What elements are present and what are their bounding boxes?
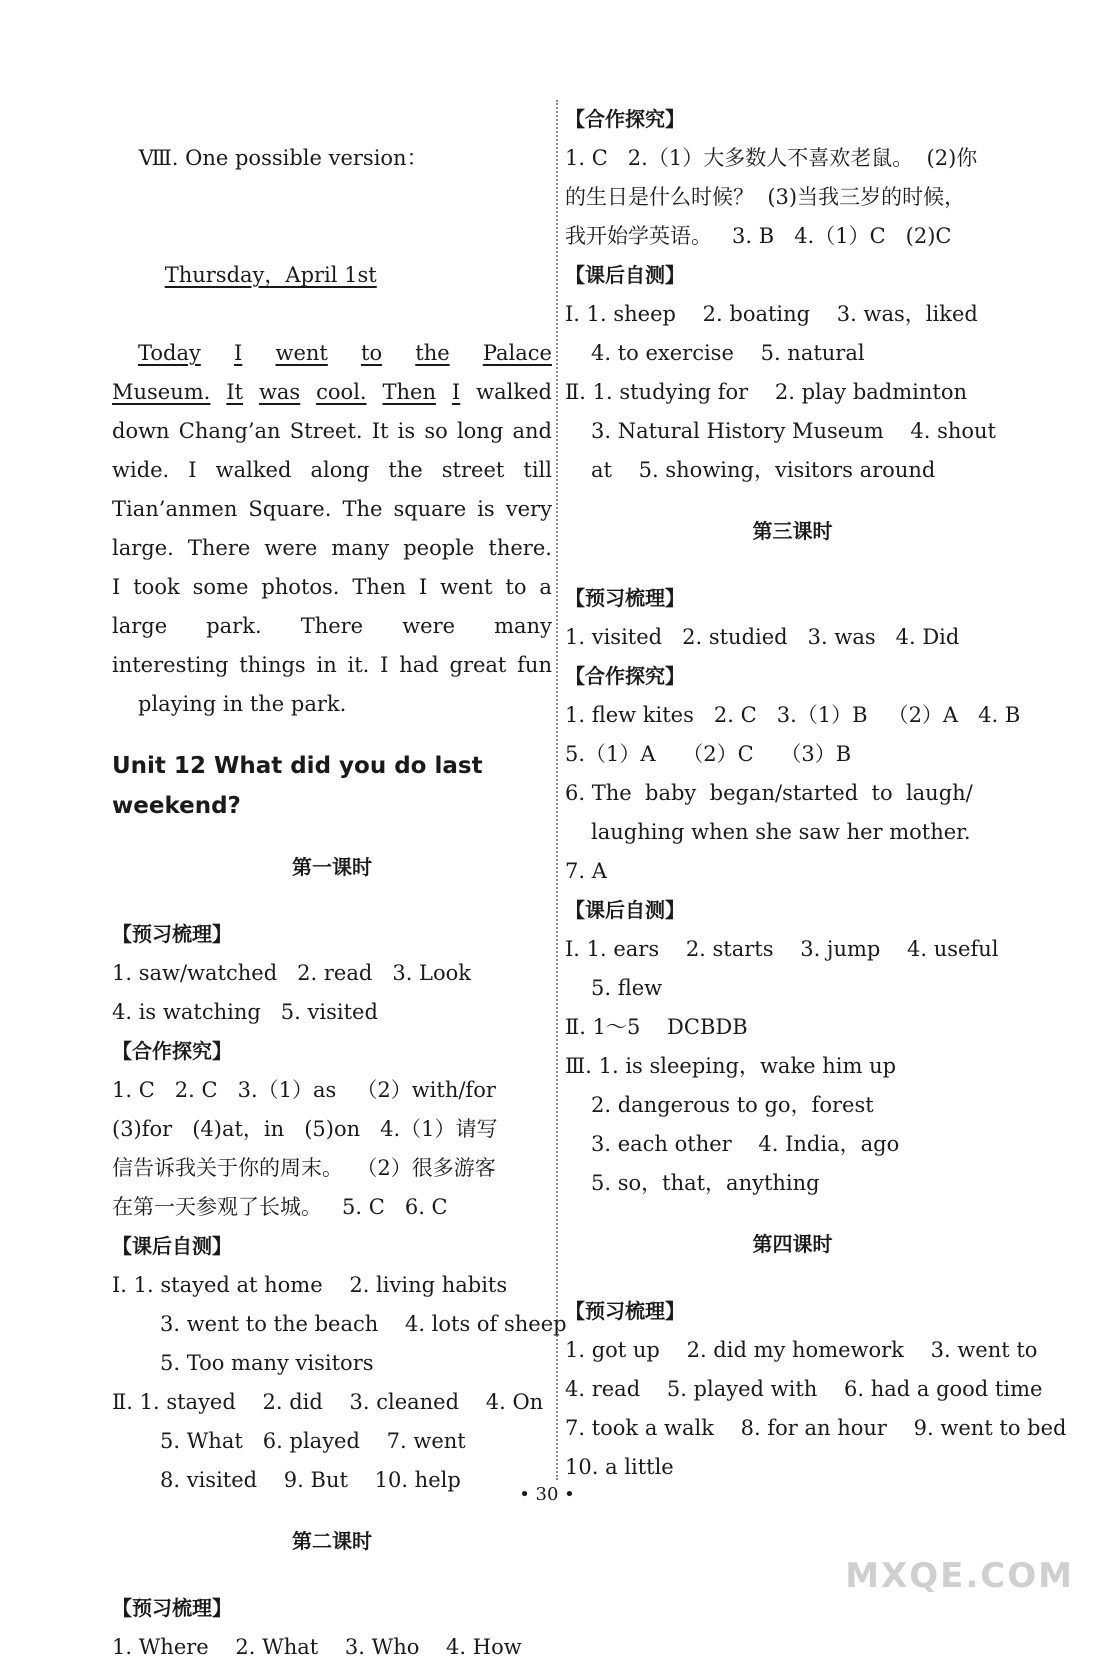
answer-block [565, 295, 1020, 490]
essay-word: long [456, 419, 504, 443]
essay-word: Chang’an [178, 419, 281, 443]
section-heading-self-test: 【课后自测】 [565, 263, 685, 287]
essay-line [112, 490, 552, 529]
lesson-title-3: 第三课时 [752, 519, 833, 543]
essay-word: the [415, 341, 450, 365]
answer-line: Ⅱ. 1. stayed 2. did 3. cleaned 4. On [112, 1390, 544, 1414]
essay-word: so [424, 419, 448, 443]
essay-word: photos. [261, 575, 340, 599]
section-heading-cooperation: 【合作探究】 [565, 107, 685, 131]
essay-word: people [403, 536, 475, 560]
essay-word: very [505, 497, 552, 521]
essay-word: Street. [289, 419, 363, 443]
answer-line: 4. is watching 5. visited [112, 1000, 378, 1024]
section-heading-cooperation: 【合作探究】 [112, 1039, 232, 1063]
essay-word: Today [138, 341, 201, 365]
section-heading-preview: 【预习梳理】 [565, 586, 685, 610]
essay-word: was [258, 380, 301, 404]
essay-word: I [188, 458, 197, 482]
section-heading-preview: 【预习梳理】 [112, 1596, 232, 1620]
answer-line: Ⅱ. 1. studying for 2. play badminton [565, 380, 967, 404]
section-heading-cooperation: 【合作探究】 [565, 664, 685, 688]
answer-block [565, 1331, 1067, 1487]
unit-title: Unit 12 What did you do last weekend? [112, 753, 483, 819]
essay-word: cool. [316, 380, 367, 404]
answer-line: Ⅰ. 1. ears 2. starts 3. jump 4. useful [565, 937, 999, 961]
answer-line: 4. read 5. played with 6. had a good time [565, 1377, 1043, 1401]
answer-line: 3. Natural History Museum 4. shout [591, 419, 996, 443]
essay-word: down [112, 419, 170, 443]
answer-line: 在第一天参观了长城。 5. C 6. C [112, 1195, 448, 1219]
essay-word: some [192, 575, 249, 599]
answer-line: 1. saw/watched 2. read 3. Look [112, 961, 472, 985]
answer-line: 的生日是什么时候？ (3)当我三岁的时候， [565, 185, 966, 209]
answer-line: (3)for (4)at，in (5)on 4.（1）请写 [112, 1117, 498, 1141]
answer-line: Ⅱ. 1～5 DCBDB [565, 1015, 748, 1039]
essay-word: fun [517, 653, 552, 677]
answer-line: 4. to exercise 5. natural [591, 341, 865, 365]
answer-line: 5. flew [591, 976, 663, 1000]
essay-word: great [449, 653, 507, 677]
lesson-title-2: 第二课时 [292, 1529, 372, 1553]
essay-word: went [440, 575, 493, 599]
answer-line: 7. took a walk 8. for an hour 9. went to bed [565, 1416, 1067, 1440]
answer-line: 1. flew kites 2. C 3.（1）B （2）A 4. B [565, 703, 1021, 727]
essay-body [112, 334, 552, 685]
answer-line: 3. each other 4. India，ago [591, 1132, 900, 1156]
essay-word: It [226, 380, 244, 404]
lesson-title-4: 第四课时 [752, 1232, 833, 1256]
answer-line: 1. C 2. C 3.（1）as （2）with/for [112, 1078, 496, 1102]
answer-line: 1. visited 2. studied 3. was 4. Did [565, 625, 960, 649]
essay-word: Tian’anmen [112, 497, 238, 521]
essay-heading [112, 100, 552, 217]
essay-line [112, 451, 552, 490]
essay-word: Museum. [112, 380, 211, 404]
essay-word: to [505, 575, 527, 599]
answer-line: Ⅲ. 1. is sleeping，wake him up [565, 1054, 897, 1078]
essay-word: square [393, 497, 467, 521]
essay-word: there. [488, 536, 552, 560]
essay-word: interesting [112, 653, 229, 677]
answer-block [112, 954, 552, 1032]
essay-word: many [494, 614, 552, 638]
answer-line: 5. so，that，anything [591, 1171, 820, 1195]
essay-word: Then [352, 575, 406, 599]
answer-line: 我开始学英语。 3. B 4.（1）C (2)C [565, 224, 952, 248]
answer-line: 3. went to the beach 4. lots of sheep [160, 1312, 567, 1336]
essay-word: Then [382, 380, 436, 404]
answer-block [565, 696, 1020, 891]
essay-word: I [380, 653, 389, 677]
essay-word: It [371, 419, 389, 443]
essay-line [112, 568, 552, 607]
essay-word: took [133, 575, 180, 599]
left-column [112, 100, 567, 1667]
essay-line [112, 646, 552, 685]
lesson-title-1: 第一课时 [292, 855, 372, 879]
essay-word: There [300, 614, 364, 638]
essay-word: I [112, 575, 121, 599]
essay-word: walked [476, 380, 552, 404]
essay-word: till [523, 458, 552, 482]
essay-date [112, 217, 552, 334]
essay-word: is [397, 419, 416, 443]
essay-word: There [187, 536, 251, 560]
essay-word: it. [347, 653, 370, 677]
answer-line: Ⅰ. 1. sheep 2. boating 3. was，liked [565, 302, 978, 326]
answer-block [112, 1071, 552, 1227]
watermark: MXQE.COM [845, 1556, 1074, 1596]
answer-line: 2. dangerous to go，forest [591, 1093, 874, 1117]
answer-line: 信告诉我关于你的周末。 （2）很多游客 [112, 1156, 496, 1180]
section-heading-self-test: 【课后自测】 [112, 1234, 232, 1258]
essay-line [112, 334, 552, 373]
essay-heading-text: Ⅷ. One possible version： [138, 146, 428, 170]
essay-word: were [264, 536, 318, 560]
essay-word: large. [112, 536, 174, 560]
essay-last-line: playing in the park. [138, 692, 347, 716]
essay-word: I [234, 341, 243, 365]
essay-date-text: Thursday，April 1st [164, 263, 377, 287]
answer-line: 5. What 6. played 7. went [160, 1429, 466, 1453]
essay-word: I [451, 380, 461, 404]
answer-line: 1. C 2.（1）大多数人不喜欢老鼠。 (2)你 [565, 146, 978, 170]
essay-word: in [316, 653, 337, 677]
essay-word: had [399, 653, 439, 677]
essay-word: many [331, 536, 390, 560]
answer-line: 8. visited 9. But 10. help [160, 1468, 461, 1492]
answer-line: Ⅰ. 1. stayed at home 2. living habits [112, 1273, 508, 1297]
section-heading-self-test: 【课后自测】 [565, 898, 685, 922]
essay-word: and [512, 419, 552, 443]
answer-line: 6. The baby began/started to laugh/ [565, 781, 973, 805]
section-heading-preview: 【预习梳理】 [565, 1299, 685, 1323]
essay-line [112, 373, 552, 412]
essay-word: went [275, 341, 328, 365]
essay-word: things [239, 653, 306, 677]
answer-line: 1. Where 2. What 3. Who 4. How [112, 1635, 522, 1659]
essay-word: Square. [248, 497, 332, 521]
answer-line: 1. got up 2. did my homework 3. went to [565, 1338, 1038, 1362]
essay-line [112, 412, 552, 451]
essay-word: street [441, 458, 505, 482]
answer-line: 5.（1）A （2）C （3）B [565, 742, 852, 766]
essay-word: I [418, 575, 428, 599]
essay-word: Palace [482, 341, 552, 365]
answer-line: at 5. showing，visitors around [591, 458, 936, 482]
essay-word: along [310, 458, 370, 482]
answer-line: laughing when she saw her mother. [591, 820, 971, 844]
answer-line: 10. a little [565, 1455, 674, 1479]
column-divider [556, 100, 558, 1480]
page-number: • 30 • [519, 1484, 575, 1505]
essay-line [112, 607, 552, 646]
answer-block [565, 930, 1020, 1203]
answer-line: 5. Too many visitors [160, 1351, 374, 1375]
essay-line [112, 529, 552, 568]
essay-word: large [112, 614, 168, 638]
essay-word: park. [206, 614, 262, 638]
essay-word: is [477, 497, 495, 521]
essay-word: were [402, 614, 456, 638]
essay-word: wide. [112, 458, 170, 482]
section-heading-preview: 【预习梳理】 [112, 922, 232, 946]
essay-word: The [342, 497, 383, 521]
essay-word: a [539, 575, 552, 599]
answer-block [565, 139, 1020, 256]
answer-line: 7. A [565, 859, 607, 883]
essay-word: walked [215, 458, 292, 482]
essay-word: to [361, 341, 383, 365]
essay-word: the [388, 458, 423, 482]
right-column [565, 100, 1067, 1487]
